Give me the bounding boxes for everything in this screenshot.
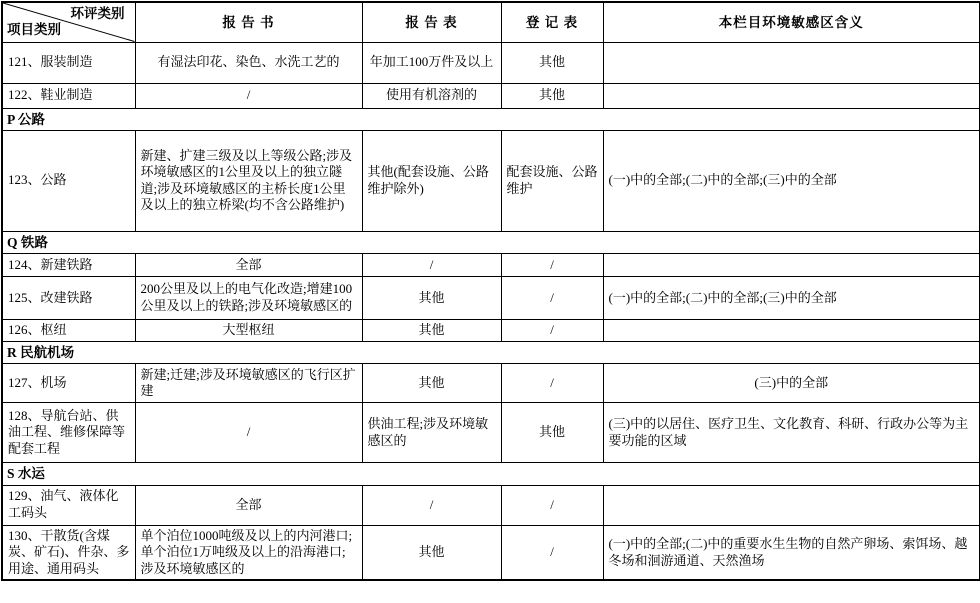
cell-project-category: 130、干散货(含煤炭、矿石)、件杂、多用途、通用码头 [2, 525, 135, 580]
eia-category-table [1, 1, 980, 581]
section-row [2, 342, 980, 364]
cell-sensitive-area-meaning: (三)中的以居住、医疗卫生、文化教育、科研、行政办公等为主要功能的区域 [603, 403, 980, 463]
cell-report-form: / [362, 485, 501, 525]
cell-registration-form: 其他 [501, 403, 603, 463]
table-row [2, 485, 980, 525]
cell-sensitive-area-meaning [603, 320, 980, 342]
cell-sensitive-area-meaning [603, 485, 980, 525]
cell-report-form: 年加工100万件及以上 [362, 42, 501, 83]
cell-sensitive-area-meaning: (一)中的全部;(二)中的全部;(三)中的全部 [603, 130, 980, 231]
cell-report-form: 其他 [362, 320, 501, 342]
cell-sensitive-area-meaning [603, 42, 980, 83]
section-row [2, 231, 980, 253]
table-row [2, 130, 980, 231]
cell-report-book: / [135, 403, 362, 463]
header-report-form: 报 告 表 [362, 2, 501, 42]
cell-sensitive-area-meaning: (一)中的全部;(二)中的重要水生生物的自然产卵场、索饵场、越冬场和洄游通道、天然渔场 [603, 525, 980, 580]
table-row [2, 320, 980, 342]
cell-report-form: 其他 [362, 277, 501, 320]
corner-label-eia-category: 环评类别 [70, 6, 125, 21]
cell-project-category: 125、改建铁路 [2, 277, 135, 320]
cell-sensitive-area-meaning: (一)中的全部;(二)中的全部;(三)中的全部 [603, 277, 980, 320]
cell-report-book: / [135, 83, 362, 108]
cell-registration-form: 其他 [501, 83, 603, 108]
cell-registration-form: 配套设施、公路维护 [501, 130, 603, 231]
table-row [2, 525, 980, 580]
cell-report-book: 有湿法印花、染色、水洗工艺的 [135, 42, 362, 83]
cell-report-book: 大型枢纽 [135, 320, 362, 342]
table-row [2, 83, 980, 108]
header-registration-form: 登 记 表 [501, 2, 603, 42]
section-row [2, 108, 980, 130]
cell-registration-form: 其他 [501, 42, 603, 83]
section-label: P 公路 [2, 108, 980, 130]
cell-project-category: 129、油气、液体化工码头 [2, 485, 135, 525]
cell-report-form: 其他(配套设施、公路维护除外) [362, 130, 501, 231]
cell-project-category: 124、新建铁路 [2, 254, 135, 277]
cell-report-form: 供油工程;涉及环境敏感区的 [362, 403, 501, 463]
cell-registration-form: / [501, 320, 603, 342]
cell-registration-form: / [501, 525, 603, 580]
cell-report-book: 新建、扩建三级及以上等级公路;涉及环境敏感区的1公里及以上的独立隧道;涉及环境敏感区的主桥长度1公里及以上的独立桥梁(均不含公路维护) [135, 130, 362, 231]
section-label: S 水运 [2, 463, 980, 485]
table-row [2, 277, 980, 320]
cell-project-category: 126、枢纽 [2, 320, 135, 342]
cell-report-book: 全部 [135, 254, 362, 277]
header-report-book: 报 告 书 [135, 2, 362, 42]
cell-project-category: 123、公路 [2, 130, 135, 231]
corner-header-cell [2, 2, 135, 42]
corner-label-project-category: 项目类别 [7, 22, 61, 38]
cell-project-category: 127、机场 [2, 364, 135, 403]
header-sensitive-area-meaning: 本栏目环境敏感区含义 [603, 2, 980, 42]
cell-registration-form: / [501, 254, 603, 277]
cell-registration-form: / [501, 364, 603, 403]
cell-project-category: 128、导航台站、供油工程、维修保障等配套工程 [2, 403, 135, 463]
cell-project-category: 122、鞋业制造 [2, 83, 135, 108]
cell-report-form: / [362, 254, 501, 277]
cell-report-book: 200公里及以上的电气化改造;增建100公里及以上的铁路;涉及环境敏感区的 [135, 277, 362, 320]
cell-project-category: 121、服装制造 [2, 42, 135, 83]
cell-report-book: 新建;迁建;涉及环境敏感区的飞行区扩建 [135, 364, 362, 403]
header-row [2, 2, 980, 42]
cell-report-book: 单个泊位1000吨级及以上的内河港口;单个泊位1万吨级及以上的沿海港口;涉及环境敏感区的 [135, 525, 362, 580]
cell-report-book: 全部 [135, 485, 362, 525]
section-label: Q 铁路 [2, 231, 980, 253]
cell-report-form: 使用有机溶剂的 [362, 83, 501, 108]
cell-report-form: 其他 [362, 525, 501, 580]
table-row [2, 364, 980, 403]
section-row [2, 463, 980, 485]
table-row [2, 42, 980, 83]
section-label: R 民航机场 [2, 342, 980, 364]
cell-sensitive-area-meaning [603, 254, 980, 277]
cell-sensitive-area-meaning: (三)中的全部 [603, 364, 980, 403]
cell-report-form: 其他 [362, 364, 501, 403]
cell-registration-form: / [501, 485, 603, 525]
cell-sensitive-area-meaning [603, 83, 980, 108]
table-row [2, 254, 980, 277]
table-row [2, 403, 980, 463]
cell-registration-form: / [501, 277, 603, 320]
